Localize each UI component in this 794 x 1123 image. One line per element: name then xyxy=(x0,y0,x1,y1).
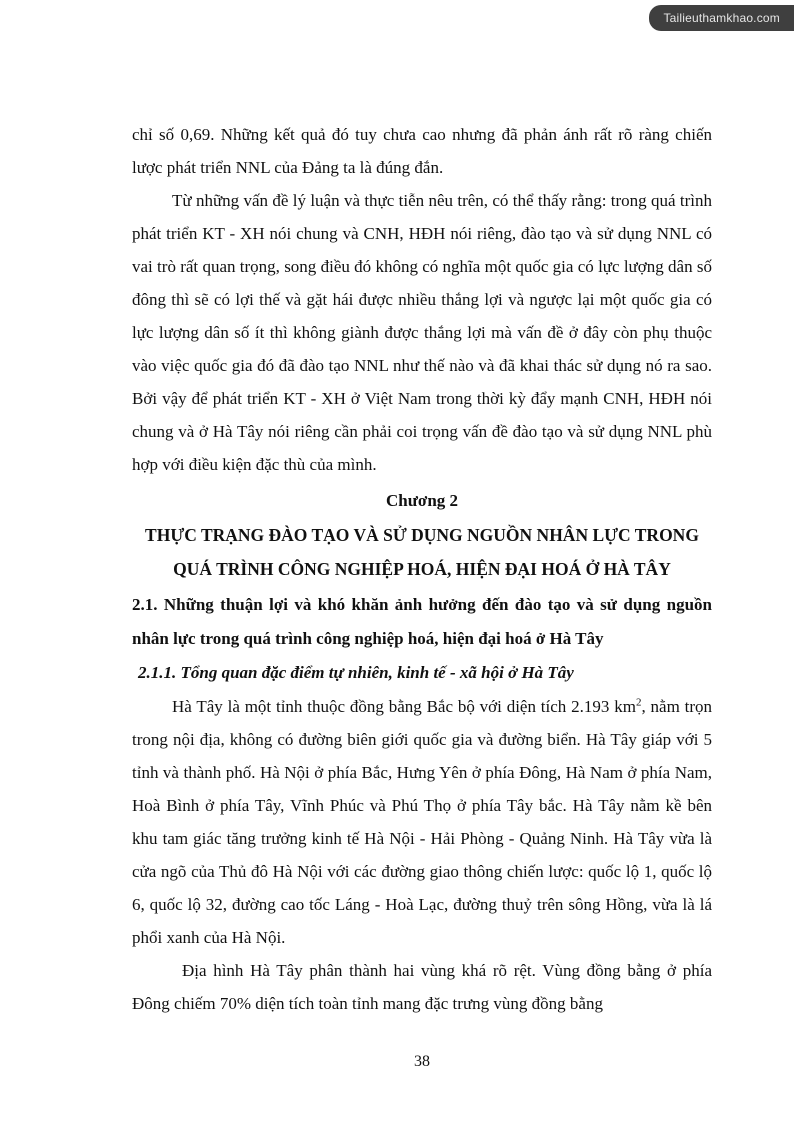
section-heading-2-1: 2.1. Những thuận lợi và khó khăn ảnh hưởng đến đào tạo và sử dụng nguồn nhân lực trong quá trình công nghiệp hoá, hiện đại hoá ở Hà Tây xyxy=(132,595,712,648)
text-block xyxy=(132,118,712,1020)
superscript-km2: 2 xyxy=(635,696,642,709)
subsection-heading-2-1-1: 2.1.1. Tổng quan đặc điểm tự nhiên, kinh tế - xã hội ở Hà Tây xyxy=(138,663,574,682)
paragraph-continuation: chỉ số 0,69. Những kết quả đó tuy chưa cao nhưng đã phản ánh rất rõ ràng chiến lược phát triển NNL của Đảng ta là đúng đắn. xyxy=(132,125,712,177)
chapter-number-heading: Chương 2 xyxy=(385,491,459,510)
chapter-title-heading: THỰC TRẠNG ĐÀO TẠO VÀ SỬ DỤNG NGUỒN NHÂN LỰC TRONG QUÁ TRÌNH CÔNG NGHIỆP HOÁ, HIỆN ĐẠI HOÁ Ở HÀ TÂY xyxy=(145,525,699,579)
watermark-label: Tailieuthamkhao.com xyxy=(649,5,794,31)
paragraph-terrain: Địa hình Hà Tây phân thành hai vùng khá rõ rệt. Vùng đồng bằng ở phía Đông chiếm 70% diện tích toàn tỉnh mang đặc trưng vùng đồng bằng xyxy=(132,961,712,1013)
paragraph-text-after-superscript: , nằm trọn trong nội địa, không có đường biên giới quốc gia và đường biển. Hà Tây giáp với 5 tỉnh và thành phố. Hà Nội ở phía Bắc, Hưng Yên ở phía Đông, Hà Nam ở phía Nam, Hoà Bình ở phía Tây, Vĩnh Phúc và Phú Thọ ở phía Tây bắc. Hà Tây nằm kề bên khu tam giác tăng trưởng kinh tế Hà Nội - Hải Phòng - Quảng Ninh. Hà Tây vừa là cửa ngõ của Thủ đô Hà Nội với các đường giao thông chiến lược: quốc lộ 1, quốc lộ 6, quốc lộ 32, đường cao tốc Láng - Hoà Lạc, đường thuỷ trên sông Hồng, vừa là lá phổi xanh của Hà Nội. xyxy=(132,697,713,947)
paragraph-theory-practice: Từ những vấn đề lý luận và thực tiễn nêu trên, có thể thấy rằng: trong quá trình phát triển KT - XH nói chung và CNH, HĐH nói riêng, đào tạo và sử dụng NNL có vai trò rất quan trọng, song điều đó không có nghĩa một quốc gia có lực lượng dân số đông thì sẽ có lợi thế và gặt hái được nhiều thắng lợi và ngược lại một quốc gia có lực lượng dân số ít thì không giành được thắng lợi mà vấn đề ở đây còn phụ thuộc vào việc quốc gia đó đã đào tạo NNL như thế nào và đã khai thác sử dụng nó ra sao. Bởi vậy để phát triển KT - XH ở Việt Nam trong thời kỳ đẩy mạnh CNH, HĐH nói chung và ở Hà Tây nói riêng cần phải coi trọng vấn đề đào tạo và sử dụng NNL phù hợp với điều kiện đặc thù của mình. xyxy=(132,191,712,474)
page-number: 38 xyxy=(414,1053,430,1070)
paragraph-text-before-superscript: Hà Tây là một tỉnh thuộc đồng bằng Bắc bộ với diện tích 2.193 km xyxy=(172,697,636,716)
paragraph-ha-tay-geography xyxy=(132,690,712,954)
